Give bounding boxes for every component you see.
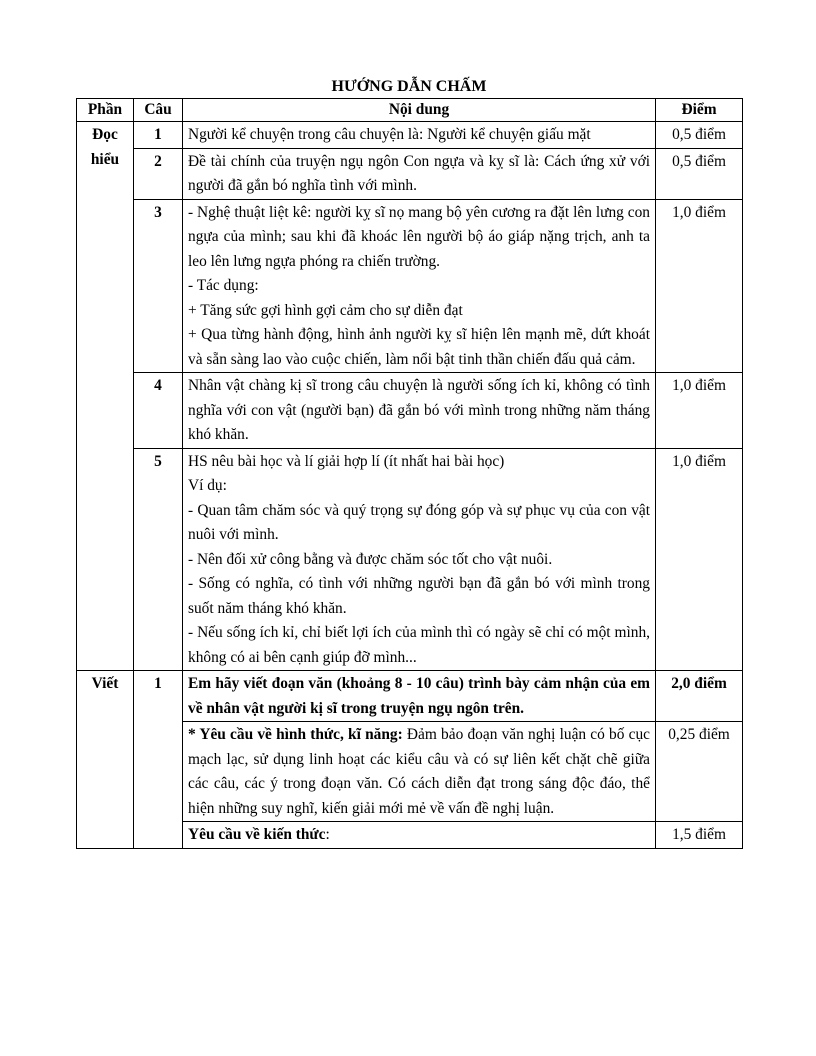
form-requirement-text: Đảm bảo đoạn văn nghị luận có bố cục mạch lạc, sử dụng linh hoạt các kiểu câu và có sự liên kết chặt chẽ giữa các câu, các ý trong đoạn văn. Có cách diễn đạt trong sáng độc đáo, thể hiện những suy nghĩ, kiến giải mới mẻ về vấn đề nghị luận. — [188, 726, 650, 817]
answer-line: Nhân vật chàng kị sĩ trong câu chuyện là người sống ích kỉ, không có tình nghĩa với con vật (người bạn) đã gắn bó với mình trong những năm tháng khó khăn. — [188, 377, 650, 443]
answer-line: - Tác dụng: — [188, 277, 259, 294]
answer-line: Người kể chuyện trong câu chuyện là: Người kể chuyện giấu mặt — [188, 126, 591, 143]
header-cau: Câu — [134, 99, 183, 122]
header-phan: Phần — [77, 99, 134, 122]
answer-content — [183, 122, 656, 149]
cau-number: 1 — [134, 122, 183, 149]
answer-line: Đề tài chính của truyện ngụ ngôn Con ngựa và kỵ sĩ là: Cách ứng xử với người đã gắn bó nghĩa tình với mình. — [188, 152, 650, 194]
score: 0,25 điểm — [656, 722, 743, 822]
header-row — [77, 99, 743, 122]
answer-line: - Sống có nghĩa, có tình với những người bạn đã gắn bó với mình trong suốt năm tháng khó khăn. — [188, 575, 650, 617]
answer-line: Ví dụ: — [188, 477, 227, 494]
form-requirement-label: * Yêu cầu về hình thức, kĩ năng: — [188, 726, 403, 743]
answer-content — [183, 373, 656, 449]
score: 0,5 điểm — [656, 148, 743, 199]
score: 1,5 điểm — [656, 822, 743, 849]
score: 2,0 điểm — [656, 671, 743, 722]
answer-line: - Nên đối xử công bằng và được chăm sóc tốt cho vật nuôi. — [188, 550, 553, 568]
answer-content — [183, 199, 656, 373]
table-row — [77, 148, 743, 199]
section-doc-hieu: Đọc hiểu — [77, 122, 134, 671]
table-row — [77, 448, 743, 671]
score: 1,0 điểm — [656, 199, 743, 373]
cau-number: 4 — [134, 373, 183, 449]
knowledge-requirement-colon: : — [325, 826, 330, 843]
score: 0,5 điểm — [656, 122, 743, 149]
form-requirement — [183, 722, 656, 822]
table-row — [77, 199, 743, 373]
writing-prompt: Em hãy viết đoạn văn (khoảng 8 - 10 câu) trình bày cảm nhận của em về nhân vật người kị sĩ trong truyện ngụ ngôn trên. — [183, 671, 656, 722]
table-row — [77, 373, 743, 449]
knowledge-requirement-label: Yêu cầu về kiến thức — [188, 826, 326, 843]
score: 1,0 điểm — [656, 448, 743, 671]
header-noi-dung: Nội dung — [183, 99, 656, 122]
score: 1,0 điểm — [656, 373, 743, 449]
header-diem: Điểm — [656, 99, 743, 122]
cau-number: 5 — [134, 448, 183, 671]
cau-number: 3 — [134, 199, 183, 373]
answer-line: - Quan tâm chăm sóc và quý trọng sự đóng góp và sự phục vụ của con vật nuôi với mình. — [188, 501, 650, 543]
knowledge-requirement — [183, 822, 656, 849]
answer-content — [183, 448, 656, 671]
answer-line: - Nếu sống ích kỉ, chỉ biết lợi ích của mình thì có ngày sẽ chỉ có một mình, không có ai bên cạnh giúp đỡ mình... — [188, 624, 650, 666]
table-row — [77, 122, 743, 149]
answer-content — [183, 148, 656, 199]
cau-number: 2 — [134, 148, 183, 199]
cau-number: 1 — [134, 671, 183, 849]
answer-line: - Nghệ thuật liệt kê: người kỵ sĩ nọ mang bộ yên cương ra đặt lên lưng con ngựa của mình; sau khi đã khoác lên người bộ áo giáp nặng trịch, anh ta leo lên lưng ngựa phóng ra chiến trường. — [188, 203, 650, 270]
answer-line: + Tăng sức gợi hình gợi cảm cho sự diễn đạt — [188, 301, 463, 319]
answer-line: HS nêu bài học và lí giải hợp lí (ít nhất hai bài học) — [188, 452, 505, 470]
grading-table — [76, 98, 743, 849]
answer-line: + Qua từng hành động, hình ảnh người kỵ sĩ hiện lên mạnh mẽ, dứt khoát và sẵn sàng lao vào cuộc chiến, làm nổi bật tinh thần chiến đấu quả cảm. — [188, 326, 650, 368]
section-viet: Viết — [77, 671, 134, 849]
page-title: HƯỚNG DẪN CHẤM — [331, 78, 487, 95]
table-row — [77, 671, 743, 722]
